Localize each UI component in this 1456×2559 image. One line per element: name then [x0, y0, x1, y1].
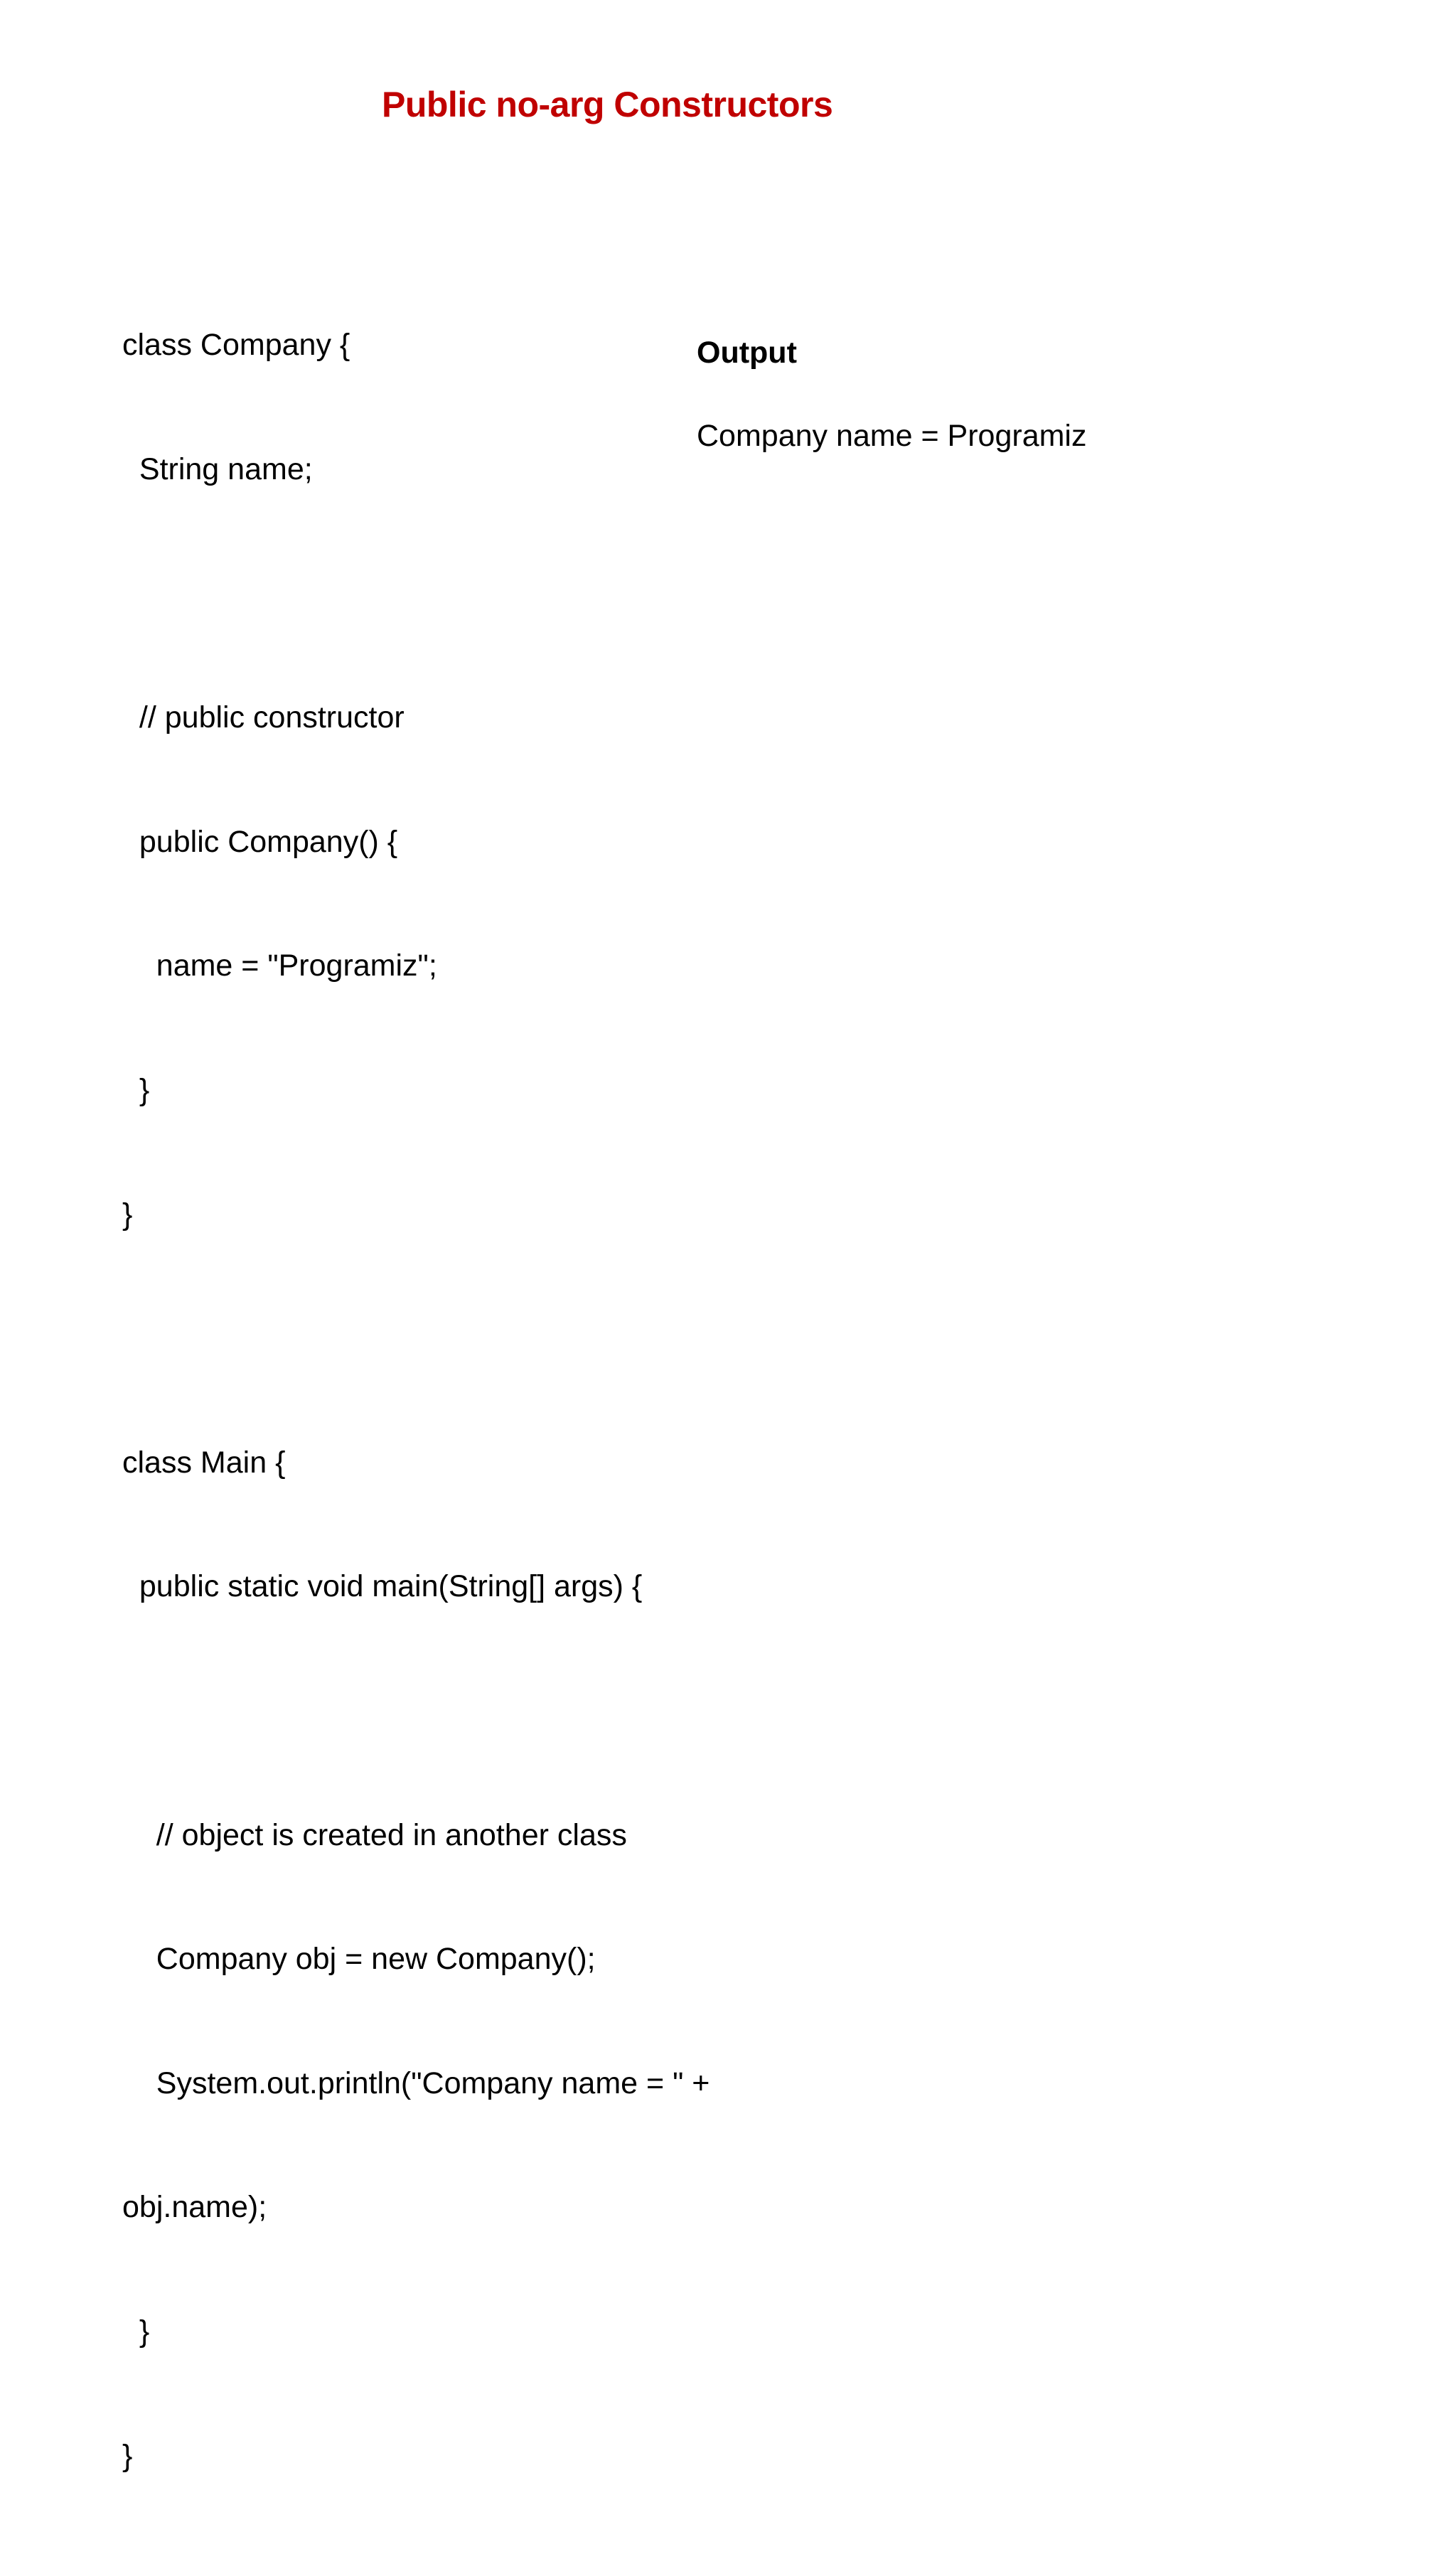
code-line: [122, 1690, 710, 1731]
code-line: class Company {: [122, 328, 350, 363]
code-line: }: [122, 1197, 133, 1232]
code-line: String name;: [122, 452, 313, 486]
code-line: public static void main(String[] args) {: [122, 1569, 643, 1604]
code-line: Company obj = new Company();: [122, 1942, 596, 1977]
slide-title: Public no-arg Constructors: [382, 85, 833, 124]
code-line: }: [122, 2314, 150, 2349]
code-line: obj.name);: [122, 2190, 267, 2225]
code-line: // public constructor: [122, 700, 405, 735]
output-text: Company name = Programiz: [697, 419, 1087, 453]
output-heading: Output: [697, 336, 797, 370]
code-line: }: [122, 1072, 150, 1107]
code-line: [122, 573, 710, 614]
code-line: class Main {: [122, 1445, 286, 1480]
code-block: [122, 242, 710, 2559]
code-line: public Company() {: [122, 824, 398, 859]
code-line: System.out.println("Company name = " +: [122, 2066, 710, 2100]
code-line: name = "Programiz";: [122, 949, 437, 983]
code-line: }: [122, 2438, 133, 2473]
code-line: [122, 1318, 710, 1359]
code-line: // object is created in another class: [122, 1817, 627, 1852]
